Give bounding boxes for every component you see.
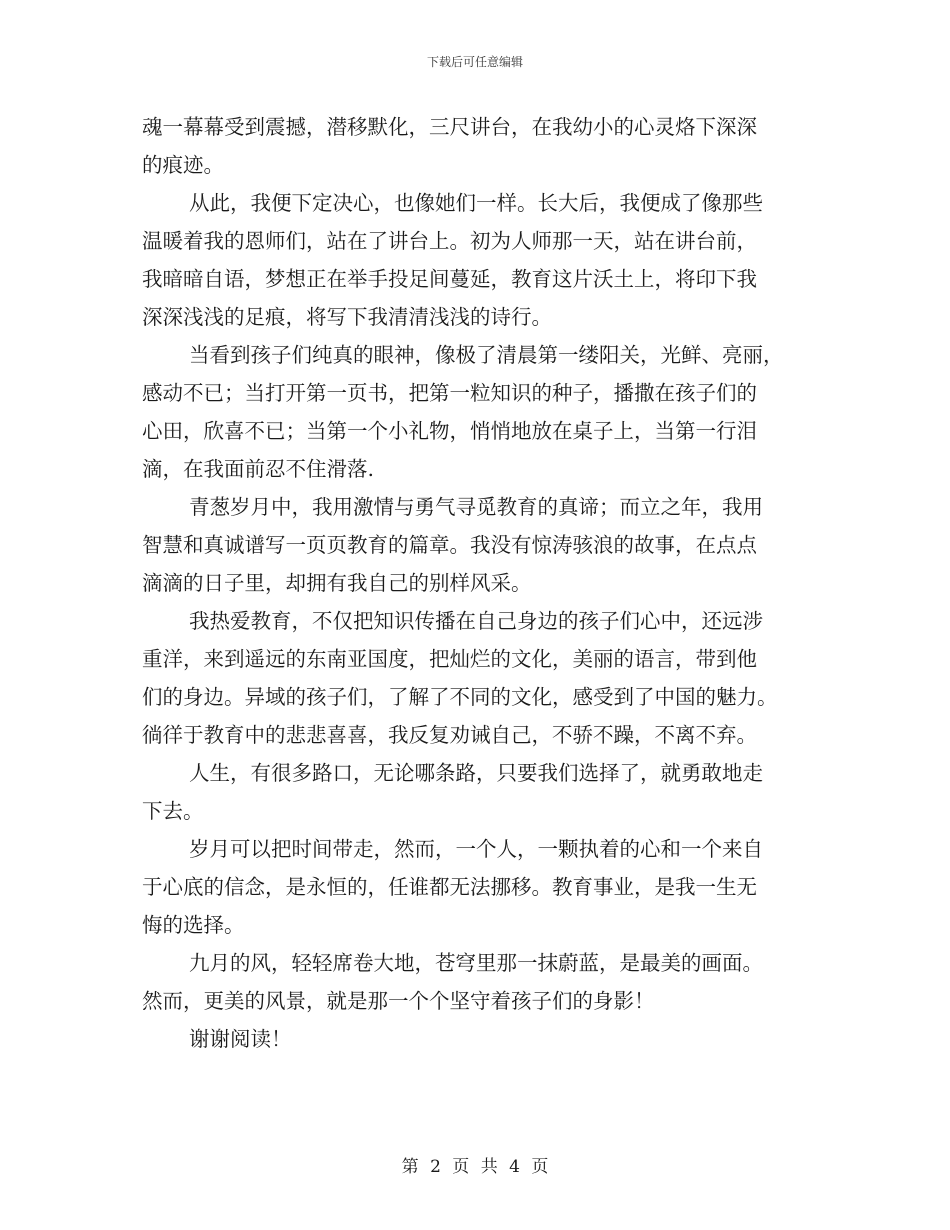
text-line: 岁月可以把时间带走，然而，一个人，一颗执着的心和一个来自	[189, 837, 763, 861]
text-line: 深深浅浅的足痕，将写下我清清浅浅的诗行。	[142, 305, 552, 329]
text-line: 我暗暗自语，梦想正在举手投足间蔓延，教育这片沃土上，将印下我	[142, 267, 757, 291]
text-line: 的痕迹。	[142, 153, 224, 177]
text-line: 滴滴的日子里，却拥有我自己的别样风采。	[142, 571, 532, 595]
text-line: 九月的风，轻轻席卷大地，苍穹里那一抹蔚蓝，是最美的画面。	[189, 951, 763, 975]
text-line: 徜徉于教育中的悲悲喜喜，我反复劝诫自己，不骄不躁，不离不弃。	[142, 723, 757, 747]
text-line: 悔的选择。	[142, 913, 245, 937]
text-line: 下去。	[142, 799, 204, 823]
text-line: 心田，欣喜不已；当第一个小礼物，悄悄地放在桌子上，当第一行泪	[142, 419, 757, 443]
text-line: 滴，在我面前忍不住滑落.	[142, 457, 375, 481]
text-line: 感动不已；当打开第一页书，把第一粒知识的种子，播撒在孩子们的	[142, 381, 757, 405]
text-line: 于心底的信念，是永恒的，任谁都无法挪移。教育事业，是我一生无	[142, 875, 757, 899]
text-line: 然而，更美的风景，就是那一个个坚守着孩子们的身影！	[142, 989, 655, 1013]
text-line: 青葱岁月中，我用激情与勇气寻觅教育的真谛；而立之年，我用	[189, 495, 763, 519]
text-line: 当看到孩子们纯真的眼神，像极了清晨第一缕阳关，光鲜、亮丽，	[189, 343, 784, 367]
text-line: 魂一幕幕受到震撼，潜移默化，三尺讲台，在我幼小的心灵烙下深深	[142, 115, 757, 139]
text-line: 人生，有很多路口，无论哪条路，只要我们选择了，就勇敢地走	[189, 761, 763, 785]
text-line: 谢谢阅读！	[189, 1027, 292, 1051]
page-footer: 第 2 页 共 4 页	[401, 1157, 549, 1177]
text-line: 从此，我便下定决心，也像她们一样。长大后，我便成了像那些	[189, 191, 763, 215]
page-header: 下载后可任意编辑	[426, 55, 523, 69]
text-line: 重洋，来到遥远的东南亚国度，把灿烂的文化，美丽的语言，带到他	[142, 647, 757, 671]
text-line: 智慧和真诚谱写一页页教育的篇章。我没有惊涛骇浪的故事，在点点	[142, 533, 757, 557]
text-line: 温暖着我的恩师们，站在了讲台上。初为人师那一天，站在讲台前，	[142, 229, 757, 253]
text-line: 们的身边。异域的孩子们，了解了不同的文化，感受到了中国的魅力。	[142, 685, 778, 709]
text-line: 我热爱教育，不仅把知识传播在自己身边的孩子们心中，还远涉	[189, 609, 763, 633]
body-text	[142, 108, 808, 1058]
